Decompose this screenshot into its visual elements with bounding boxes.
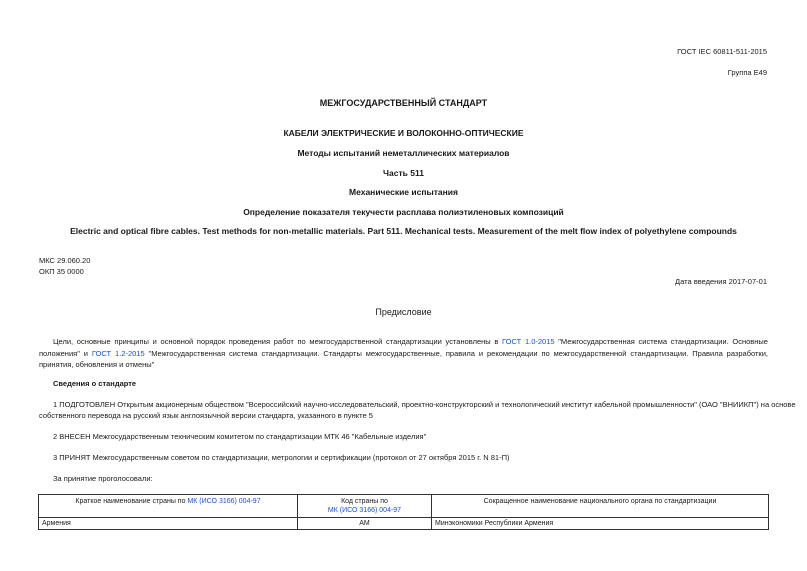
header-text: Краткое наименование страны по	[75, 498, 188, 505]
foreword-heading: Предисловие	[375, 307, 432, 317]
code-cell: AM	[298, 518, 432, 530]
title-line-3: Часть 511	[383, 168, 424, 178]
english-title: Electric and optical fibre cables. Test methods for non-metallic materials. Part 511. Mechanical tests. Measurement of the melt flow index of polyethylene compounds	[70, 226, 737, 236]
title-line-4: Механические испытания	[349, 187, 458, 197]
title-line-5: Определение показателя текучести расплава полиэтиленовых композиций	[243, 207, 564, 217]
okp-code: ОКП 35 0000	[39, 267, 84, 276]
table-row	[39, 518, 769, 530]
foreword-paragraph	[39, 336, 768, 371]
document-group: Группа Е49	[727, 68, 767, 77]
standard-info-heading: Сведения о стандарте	[53, 379, 137, 388]
voted-label: За принятие проголосовали:	[53, 474, 153, 483]
title-line-1: КАБЕЛИ ЭЛЕКТРИЧЕСКИЕ И ВОЛОКОННО-ОПТИЧЕСКИЕ	[283, 128, 524, 138]
column-header-country	[39, 495, 298, 518]
item-1-line-2: собственного перевода на русский язык англоязычной версии стандарта, указанного в пункте 5	[39, 411, 373, 420]
gost-1-2-link[interactable]: ГОСТ 1.2-2015	[91, 348, 145, 358]
table-header-row	[39, 495, 769, 518]
gost-1-0-link[interactable]: ГОСТ 1.0-2015	[502, 337, 555, 346]
item-1-line-1: 1 ПОДГОТОВЛЕН Открытым акционерным обществом "Всероссийский научно-исследовательский, проектно-конструкторский и технологический институт кабельной промышленности" (ОАО "ВНИИКП") на основе	[53, 400, 796, 409]
header-text: Код страны по	[341, 498, 388, 505]
mks-code: МКС 29.060.20	[39, 256, 91, 265]
item-3: 3 ПРИНЯТ Межгосударственным советом по стандартизации, метрологии и сертификации (протокол от 27 октября 2015 г. N 81-П)	[53, 453, 510, 462]
standards-body-cell: Минэкономики Республики Армения	[432, 518, 769, 530]
document-code: ГОСТ IEC 60811-511-2015	[677, 47, 767, 56]
country-cell: Армения	[39, 518, 298, 530]
header-text: Сокращенное наименование национального органа по стандартизации	[483, 498, 717, 505]
title-line-2: Методы испытаний неметаллических материалов	[297, 148, 510, 158]
introduction-date: Дата введения 2017-07-01	[675, 277, 767, 286]
item-2: 2 ВНЕСЕН Межгосударственным техническим комитетом по стандартизации МТК 46 "Кабельные изделия"	[53, 432, 427, 441]
interstate-standard-heading: МЕЖГОСУДАРСТВЕННЫЙ СТАНДАРТ	[319, 98, 488, 108]
paragraph-text: Цели, основные принципы и основной порядок проведения работ по межгосударственной стандартизации установлены в	[53, 337, 503, 346]
voting-countries-table	[38, 494, 769, 530]
mk-iso-link[interactable]: МК (ИСО 3166) 004-97	[327, 507, 402, 514]
column-header-code	[298, 495, 432, 518]
paragraph-text: "Межгосударственная система стандартизации. Стандарты межгосударственные, правила и рекомендации по межгосударственной стандартизации. Правила разработки, принятия, обновления и отмены"	[39, 348, 768, 369]
mk-iso-link[interactable]: МК (ИСО 3166) 004-97	[187, 498, 261, 505]
column-header-body	[432, 495, 769, 518]
paragraph-text: "Межгосударственная система стандартизации. Основные положения" и	[39, 337, 768, 358]
